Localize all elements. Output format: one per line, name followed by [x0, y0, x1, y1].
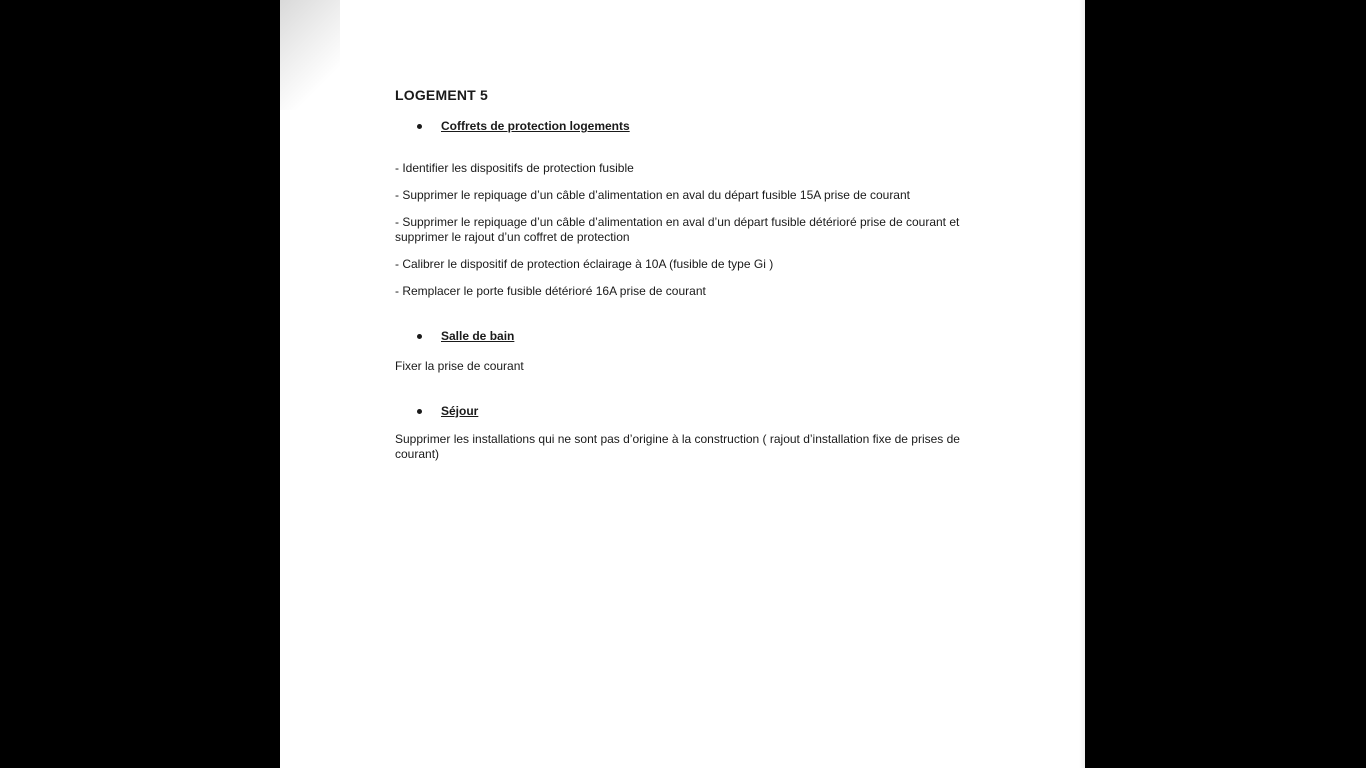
document-title: LOGEMENT 5: [395, 87, 489, 103]
page-content: [395, 88, 995, 462]
section-heading-salle-de-bain: [417, 329, 995, 344]
section-heading-text: Séjour: [441, 404, 479, 418]
list-item: - Remplacer le porte fusible détérioré 16A prise de courant: [395, 284, 706, 298]
section-heading-sejour: [417, 404, 995, 419]
bullet-icon: [417, 124, 422, 129]
page-fold-corner: [280, 0, 340, 110]
section-heading-coffrets: [417, 119, 995, 134]
list-item: Supprimer les installations qui ne sont pas d’origine à la construction ( rajout d’installation fixe de prises de courant): [395, 432, 960, 461]
list-item: Fixer la prise de courant: [395, 359, 524, 373]
bullet-icon: [417, 334, 422, 339]
list-item: - Supprimer le repiquage d’un câble d’alimentation en aval d’un départ fusible détérioré prise de courant et supprimer le rajout d’un coffret de protection: [395, 215, 960, 244]
list-item: - Identifier les dispositifs de protection fusible: [395, 161, 634, 175]
section-heading-text: Coffrets de protection logements: [441, 119, 630, 133]
scanned-page: [280, 0, 1085, 768]
bullet-icon: [417, 409, 422, 414]
page-edge: [1079, 0, 1085, 768]
list-item: - Calibrer le dispositif de protection éclairage à 10A (fusible de type Gi ): [395, 257, 774, 271]
section-heading-text: Salle de bain: [441, 329, 515, 343]
list-item: - Supprimer le repiquage d’un câble d’alimentation en aval du départ fusible 15A prise de courant: [395, 188, 910, 202]
